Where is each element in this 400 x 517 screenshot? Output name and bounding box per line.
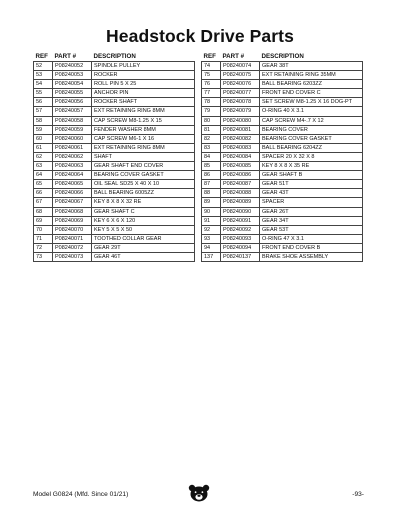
part-number-cell: P08240069 xyxy=(53,216,92,225)
part-number-cell: P08240054 xyxy=(53,80,92,89)
table-row xyxy=(202,80,363,89)
part-number-cell: P08240076 xyxy=(221,80,260,89)
description-cell: EXT RETAINING RING 8MM xyxy=(92,143,195,152)
part-number-cell: P08240067 xyxy=(53,198,92,207)
table-row xyxy=(34,252,195,261)
bear-head-logo-icon xyxy=(188,484,210,502)
part-number-cell: P08240063 xyxy=(53,162,92,171)
part-number-cell: P08240053 xyxy=(53,71,92,80)
description-cell: BEARING COVER xyxy=(260,125,363,134)
part-number-cell: P08240081 xyxy=(221,125,260,134)
ref-cell: 85 xyxy=(202,162,221,171)
part-number-cell: P08240058 xyxy=(53,116,92,125)
description-cell: FENDER WASHER 8MM xyxy=(92,125,195,134)
part-number-cell: P08240082 xyxy=(221,134,260,143)
ref-cell: 81 xyxy=(202,125,221,134)
table-row xyxy=(202,189,363,198)
ref-cell: 75 xyxy=(202,71,221,80)
description-cell: KEY 8 X 8 X 32 RE xyxy=(92,198,195,207)
table-row xyxy=(202,107,363,116)
ref-cell: 80 xyxy=(202,116,221,125)
part-number-cell: P08240083 xyxy=(221,143,260,152)
ref-cell: 60 xyxy=(34,134,53,143)
description-cell: ROCKER SHAFT xyxy=(92,98,195,107)
ref-cell: 52 xyxy=(34,62,53,71)
parts-table-left xyxy=(33,53,195,262)
part-number-cell: P08240089 xyxy=(221,198,260,207)
part-number-cell: P08240079 xyxy=(221,107,260,116)
table-row xyxy=(34,216,195,225)
table-row xyxy=(202,207,363,216)
table-row xyxy=(202,225,363,234)
ref-cell: 66 xyxy=(34,189,53,198)
description-cell: BALL BEARING 6203ZZ xyxy=(260,80,363,89)
description-header: DESCRIPTION xyxy=(261,53,304,60)
table-row xyxy=(202,162,363,171)
table-row xyxy=(34,180,195,189)
table-header-row xyxy=(34,53,195,62)
table-row xyxy=(34,116,195,125)
part-number-cell: P08240071 xyxy=(53,234,92,243)
part-number-cell: P08240070 xyxy=(53,225,92,234)
description-cell: BALL BEARING 6005ZZ xyxy=(92,189,195,198)
ref-cell: 78 xyxy=(202,98,221,107)
part-number-cell: P08240078 xyxy=(221,98,260,107)
description-cell: EXT RETAINING RING 35MM xyxy=(260,71,363,80)
part-number-cell: P08240094 xyxy=(221,243,260,252)
part-number-cell: P08240074 xyxy=(221,62,260,71)
ref-cell: 53 xyxy=(34,71,53,80)
description-cell: KEY 8 X 8 X 35 RE xyxy=(260,162,363,171)
description-cell: BALL BEARING 6204ZZ xyxy=(260,143,363,152)
part-number-cell: P08240066 xyxy=(53,189,92,198)
ref-cell: 54 xyxy=(34,80,53,89)
description-cell: FRONT END COVER B xyxy=(260,243,363,252)
part-number-cell: P08240062 xyxy=(53,152,92,161)
table-row xyxy=(34,207,195,216)
description-cell: SPACER 20 X 32 X 8 xyxy=(260,152,363,161)
ref-cell: 87 xyxy=(202,180,221,189)
table-row xyxy=(202,252,363,261)
ref-cell: 89 xyxy=(202,198,221,207)
ref-cell: 65 xyxy=(34,180,53,189)
table-row xyxy=(202,243,363,252)
ref-cell: 68 xyxy=(34,207,53,216)
part-number-cell: P08240088 xyxy=(221,189,260,198)
table-row xyxy=(202,171,363,180)
table-row xyxy=(34,243,195,252)
part-number-cell: P08240055 xyxy=(53,89,92,98)
table-row xyxy=(34,143,195,152)
description-cell: GEAR SHAFT C xyxy=(92,207,195,216)
description-cell: ANCHOR PIN xyxy=(92,89,195,98)
table-row xyxy=(202,125,363,134)
part-number-cell: P08240085 xyxy=(221,162,260,171)
ref-cell: 92 xyxy=(202,225,221,234)
table-row xyxy=(34,62,195,71)
description-cell: GEAR SHAFT B xyxy=(260,171,363,180)
description-cell: CAP SCREW M6-1 X 16 xyxy=(92,134,195,143)
part-number-cell: P08240059 xyxy=(53,125,92,134)
ref-cell: 62 xyxy=(34,152,53,161)
description-cell: SPINDLE PULLEY xyxy=(92,62,195,71)
part-number-cell: P08240092 xyxy=(221,225,260,234)
ref-cell: 59 xyxy=(34,125,53,134)
part-number-cell: P08240073 xyxy=(53,252,92,261)
ref-cell: 79 xyxy=(202,107,221,116)
ref-cell: 84 xyxy=(202,152,221,161)
table-row xyxy=(202,198,363,207)
table-row xyxy=(202,134,363,143)
description-cell: GEAR 38T xyxy=(260,62,363,71)
description-cell: BEARING COVER GASKET xyxy=(260,134,363,143)
description-cell: SPACER xyxy=(260,198,363,207)
part-number-cell: P08240080 xyxy=(221,116,260,125)
description-header: DESCRIPTION xyxy=(93,53,136,60)
description-cell: O-RING 40 X 3.1 xyxy=(260,107,363,116)
table-row xyxy=(34,198,195,207)
description-cell: SET SCREW M8-1.25 X 16 DOG-PT xyxy=(260,98,363,107)
ref-cell: 55 xyxy=(34,89,53,98)
table-row xyxy=(34,152,195,161)
ref-cell: 88 xyxy=(202,189,221,198)
ref-cell: 71 xyxy=(34,234,53,243)
part-header: PART # xyxy=(222,53,245,60)
part-number-cell: P08240137 xyxy=(221,252,260,261)
ref-cell: 90 xyxy=(202,207,221,216)
description-cell: EXT RETAINING RING 8MM xyxy=(92,107,195,116)
ref-header: REF xyxy=(35,53,48,60)
table-row xyxy=(34,225,195,234)
ref-cell: 77 xyxy=(202,89,221,98)
parts-table-right xyxy=(201,53,363,262)
description-cell: GEAR 43T xyxy=(260,189,363,198)
part-number-cell: P08240072 xyxy=(53,243,92,252)
part-number-cell: P08240064 xyxy=(53,171,92,180)
table-row xyxy=(202,71,363,80)
ref-cell: 57 xyxy=(34,107,53,116)
table-row xyxy=(202,216,363,225)
description-cell: CAP SCREW M4-.7 X 12 xyxy=(260,116,363,125)
description-cell: GEAR SHAFT END COVER xyxy=(92,162,195,171)
description-cell: GEAR 26T xyxy=(260,207,363,216)
part-number-cell: P08240061 xyxy=(53,143,92,152)
table-row xyxy=(202,180,363,189)
description-cell: ROCKER xyxy=(92,71,195,80)
ref-cell: 76 xyxy=(202,80,221,89)
table-row xyxy=(202,143,363,152)
part-header: PART # xyxy=(54,53,77,60)
ref-cell: 73 xyxy=(34,252,53,261)
description-cell: SHAFT xyxy=(92,152,195,161)
table-row xyxy=(34,89,195,98)
ref-cell: 61 xyxy=(34,143,53,152)
model-footer: Model G0824 (Mfd. Since 01/21) xyxy=(33,491,129,498)
parts-list-right xyxy=(202,62,363,262)
table-row xyxy=(34,71,195,80)
description-cell: BEARING COVER GASKET xyxy=(92,171,195,180)
part-number-cell: P08240057 xyxy=(53,107,92,116)
table-row xyxy=(202,116,363,125)
description-cell: GEAR 46T xyxy=(92,252,195,261)
table-header-row xyxy=(202,53,363,62)
ref-header: REF xyxy=(203,53,216,60)
ref-cell: 94 xyxy=(202,243,221,252)
description-cell: O-RING 47 X 3.1 xyxy=(260,234,363,243)
part-number-cell: P08240052 xyxy=(53,62,92,71)
table-row xyxy=(34,189,195,198)
part-number-cell: P08240090 xyxy=(221,207,260,216)
description-cell: GEAR 29T xyxy=(92,243,195,252)
description-cell: CAP SCREW M8-1.25 X 15 xyxy=(92,116,195,125)
ref-cell: 86 xyxy=(202,171,221,180)
table-row xyxy=(34,171,195,180)
ref-cell: 74 xyxy=(202,62,221,71)
part-number-cell: P08240077 xyxy=(221,89,260,98)
table-row xyxy=(34,98,195,107)
part-number-cell: P08240065 xyxy=(53,180,92,189)
table-row xyxy=(202,89,363,98)
part-number-cell: P08240068 xyxy=(53,207,92,216)
description-cell: GEAR 34T xyxy=(260,216,363,225)
part-number-cell: P08240060 xyxy=(53,134,92,143)
ref-cell: 70 xyxy=(34,225,53,234)
ref-cell: 91 xyxy=(202,216,221,225)
table-row xyxy=(34,134,195,143)
part-number-cell: P08240056 xyxy=(53,98,92,107)
ref-cell: 56 xyxy=(34,98,53,107)
description-cell: KEY 6 X 6 X 120 xyxy=(92,216,195,225)
part-number-cell: P08240086 xyxy=(221,171,260,180)
table-row xyxy=(34,107,195,116)
ref-cell: 93 xyxy=(202,234,221,243)
ref-cell: 58 xyxy=(34,116,53,125)
description-cell: GEAR 51T xyxy=(260,180,363,189)
description-cell: TOOTHED COLLAR GEAR xyxy=(92,234,195,243)
table-row xyxy=(202,98,363,107)
table-row xyxy=(34,80,195,89)
ref-cell: 63 xyxy=(34,162,53,171)
page-title: Headstock Drive Parts xyxy=(106,26,294,46)
ref-cell: 82 xyxy=(202,134,221,143)
ref-cell: 64 xyxy=(34,171,53,180)
table-row xyxy=(202,234,363,243)
table-row xyxy=(34,234,195,243)
part-number-cell: P08240084 xyxy=(221,152,260,161)
part-number-cell: P08240091 xyxy=(221,216,260,225)
description-cell: FRONT END COVER C xyxy=(260,89,363,98)
ref-cell: 67 xyxy=(34,198,53,207)
description-cell: GEAR 53T xyxy=(260,225,363,234)
ref-cell: 72 xyxy=(34,243,53,252)
part-number-cell: P08240093 xyxy=(221,234,260,243)
table-row xyxy=(202,62,363,71)
table-row xyxy=(34,162,195,171)
description-cell: BRAKE SHOE ASSEMBLY xyxy=(260,252,363,261)
table-row xyxy=(34,125,195,134)
parts-list-left xyxy=(34,62,195,262)
ref-cell: 137 xyxy=(202,252,221,261)
page-number: -93- xyxy=(352,491,364,498)
description-cell: ROLL PIN 5 X 25 xyxy=(92,80,195,89)
ref-cell: 69 xyxy=(34,216,53,225)
ref-cell: 83 xyxy=(202,143,221,152)
part-number-cell: P08240087 xyxy=(221,180,260,189)
description-cell: KEY 5 X 5 X 50 xyxy=(92,225,195,234)
part-number-cell: P08240075 xyxy=(221,71,260,80)
table-row xyxy=(202,152,363,161)
description-cell: OIL SEAL SD25 X 40 X 10 xyxy=(92,180,195,189)
